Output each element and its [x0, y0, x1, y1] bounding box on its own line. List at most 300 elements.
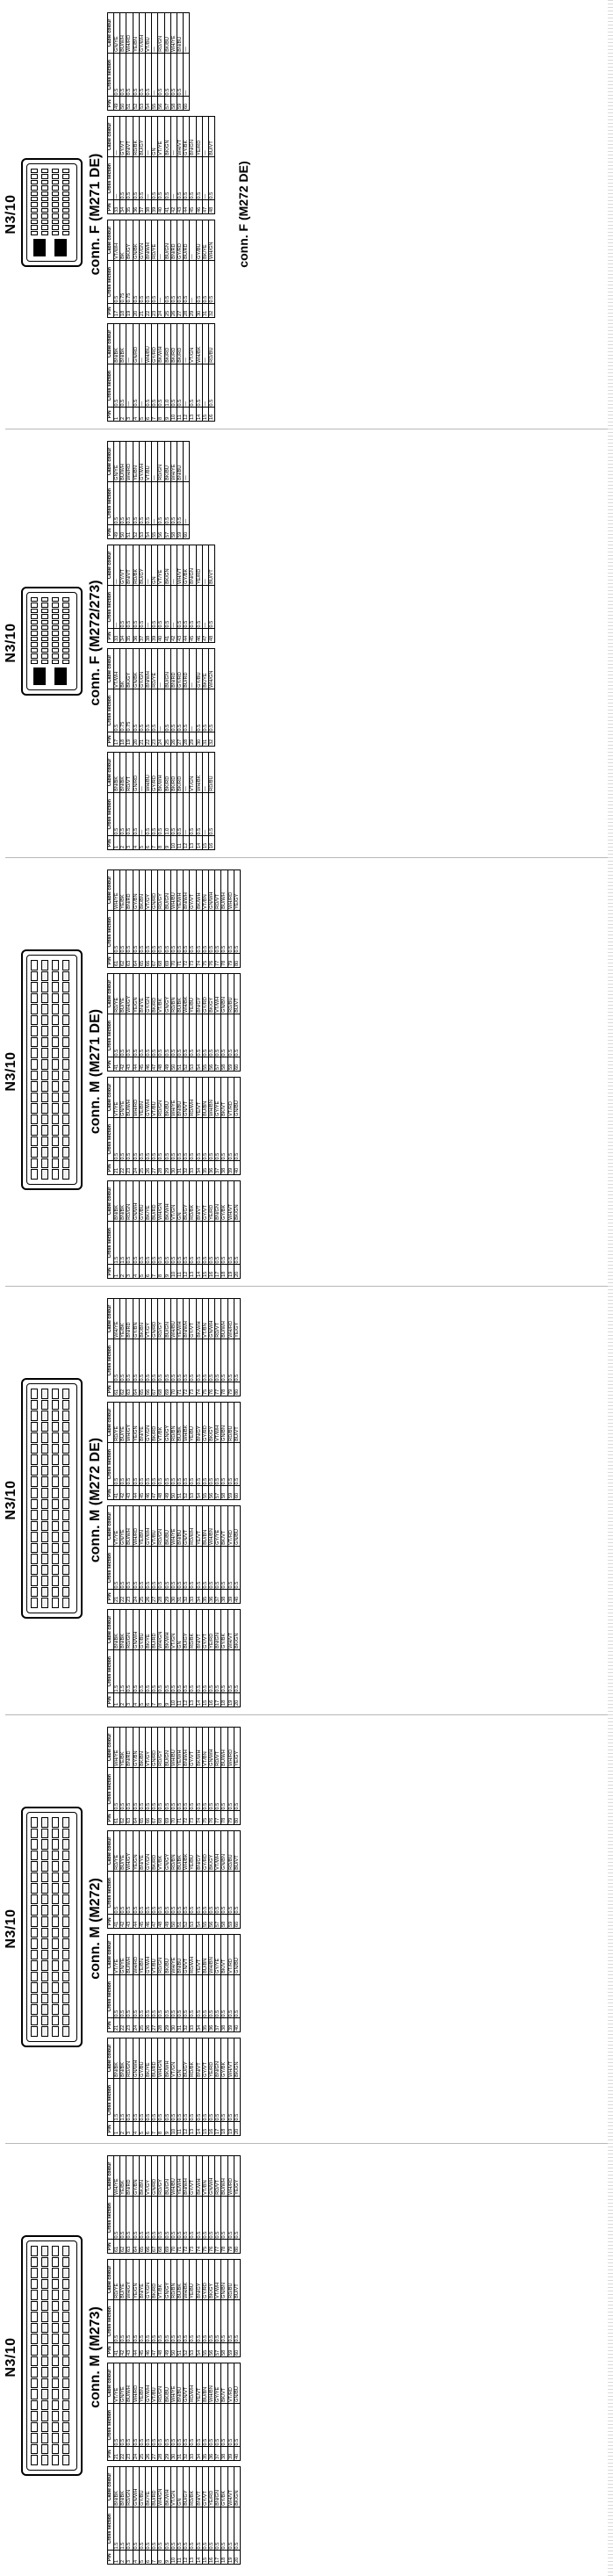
column-header: Cross section: [108, 481, 114, 525]
cross-section: 0.5: [164, 1339, 170, 1382]
connector-pin: [31, 614, 38, 618]
cable-colour: WH/YE: [114, 2156, 120, 2197]
cable-colour: BN/WH: [184, 2156, 190, 2197]
connector-pin: [52, 2422, 59, 2433]
table-header-row: [108, 13, 114, 111]
table-row: [158, 649, 164, 747]
table-row: [202, 1078, 208, 1175]
connector-pin: [52, 1158, 59, 1169]
pin-number: 75: [202, 954, 208, 968]
cross-section: 0.5: [152, 910, 158, 954]
table-row: [196, 2363, 202, 2461]
cross-section: 0.5: [133, 689, 139, 732]
table-row: [146, 753, 152, 850]
table-row: [146, 1403, 152, 1500]
column-header: PIN: [108, 1161, 114, 1175]
cross-section: 0.5: [133, 792, 139, 836]
cable-colour: GN/GY: [164, 2260, 170, 2300]
cable-colour: YE/BN: [139, 1935, 145, 1975]
connector-pin: [52, 213, 59, 218]
pin-number: 55: [202, 1486, 208, 1500]
cross-section: —: [184, 792, 190, 836]
pin-number: 14: [196, 836, 202, 850]
cross-section: 0.5: [139, 481, 145, 525]
component-code: N3/10: [4, 1480, 18, 1520]
cross-section: 0.5: [209, 585, 215, 629]
cross-section: 0.5: [158, 1442, 164, 1486]
cross-section: 1.0: [164, 792, 170, 836]
cross-section: 0.5: [133, 2403, 139, 2447]
table-row: [152, 220, 158, 318]
cross-section: 0.5: [146, 1546, 152, 1590]
connector-pin: [31, 1125, 38, 1136]
cable-colour: VT/WH: [215, 2260, 221, 2300]
connector-pin: [41, 2026, 48, 2037]
cable-colour: YE/BU: [190, 974, 196, 1014]
table-row: [177, 649, 184, 747]
cable-colour: BU/WH: [221, 1299, 227, 1339]
cable-colour: BN/RD: [126, 2156, 133, 2197]
table-row: [221, 1831, 227, 1929]
table-row: [114, 1506, 120, 1604]
pin-number: 76: [209, 2240, 215, 2254]
table-row: [114, 1831, 120, 1929]
connector-pin: [52, 597, 59, 602]
table-row: [126, 2363, 133, 2461]
table-row: [120, 649, 126, 747]
cross-section: 0.5: [196, 1649, 202, 1693]
cross-section: 0.5: [158, 2299, 164, 2343]
table-row: [184, 2363, 190, 2461]
table-row: [158, 870, 164, 968]
connector-pin: [62, 197, 69, 201]
cable-colour: GY/RD: [202, 2260, 208, 2300]
cable-colour: BK/WH: [196, 1728, 202, 1768]
cross-section: 0.5: [126, 53, 133, 97]
connector-pin: [31, 2378, 38, 2389]
cross-section: —: [202, 156, 208, 200]
cross-section: 0.5: [184, 1014, 190, 1057]
cable-colour: GY/BU: [139, 2038, 145, 2079]
connector-pin: [41, 2268, 48, 2278]
pin-number: 50: [120, 525, 126, 539]
connector-pin: [31, 637, 38, 641]
table-row: [234, 1831, 240, 1929]
connector-pin: [31, 2026, 38, 2037]
cross-section: 0.5: [164, 481, 170, 525]
cable-colour: RD/BK: [190, 2038, 196, 2079]
table-row: [196, 1078, 202, 1175]
cable-colour: VT/RD: [227, 2363, 234, 2404]
cable-colour: BU/GY: [184, 2467, 190, 2507]
cross-section: 0.5: [133, 2299, 139, 2343]
connector-pin: [41, 2411, 48, 2421]
connector-pin: [62, 2444, 69, 2455]
table-row: [196, 974, 202, 1072]
cross-section: 0.5: [146, 364, 152, 408]
cable-colour: GY/YE: [215, 2363, 221, 2404]
cross-section: 0.5: [196, 585, 202, 629]
cable-colour: WH/BU: [170, 1299, 177, 1339]
cable-colour: GN/VT: [184, 1935, 190, 1975]
cable-colour: GN/YE: [120, 1506, 126, 1547]
pin-number: 50: [170, 1486, 177, 1500]
cross-section: 0.5: [170, 1546, 177, 1590]
pin-row: [31, 169, 38, 235]
cross-section: 0.5: [139, 2403, 145, 2447]
table-row: [202, 1506, 208, 1604]
pin-number: 60: [184, 525, 190, 539]
table-row: [209, 2260, 215, 2357]
table-row: [170, 1181, 177, 1279]
connector-title: conn. M (M271 DE): [88, 1008, 103, 1135]
cross-section: 0.5: [158, 1221, 164, 1265]
section-divider: [5, 857, 608, 858]
cable-colour: BK/BN: [139, 870, 145, 911]
pin-number: 38: [221, 1161, 227, 1175]
pin-number: 41: [114, 1486, 120, 1500]
connector-pin: [31, 1817, 38, 1828]
pin-number: 25: [164, 732, 170, 747]
cross-section: 0.5: [190, 156, 196, 200]
cross-section: 0.5: [234, 1974, 240, 2018]
table-row: [126, 649, 133, 747]
cross-section: 0.5: [152, 260, 158, 304]
pin-number: 51: [177, 1057, 184, 1072]
column-header: PIN: [108, 629, 114, 643]
connector-pin: [31, 1004, 38, 1014]
table-row: [184, 1831, 190, 1929]
table-row: [152, 545, 158, 643]
cable-colour: VT/BK: [158, 1403, 164, 1443]
connector-pin: [41, 620, 48, 624]
cable-colour: BU/BN: [202, 2363, 208, 2404]
connector-pin: [62, 2345, 69, 2356]
pin-number: 9: [164, 2551, 170, 2565]
connector-pin: [41, 2290, 48, 2300]
cross-section: 0.5: [184, 1221, 190, 1265]
cable-colour: VT/BU: [152, 1506, 158, 1547]
cross-section: 0.5: [190, 1014, 196, 1057]
cross-section: 0.5: [126, 2078, 133, 2122]
pinout-table: [107, 752, 215, 850]
connector-pin: [52, 1576, 59, 1586]
connector-pin: [62, 1444, 69, 1454]
pin-number: 68: [158, 2240, 164, 2254]
pin-row: [31, 2246, 38, 2465]
pin-row: [52, 960, 59, 1180]
connector-pin: [31, 660, 38, 664]
connector-pin: [31, 620, 38, 624]
table-row: [170, 974, 177, 1072]
pin-number: 5: [139, 408, 145, 422]
cable-colour: BU/RD: [184, 649, 190, 689]
pin-number: 26: [146, 2447, 152, 2461]
cable-colour: YE/VT: [196, 2363, 202, 2404]
connector-pin: [52, 1883, 59, 1894]
pin-row: [31, 960, 38, 1180]
pin-number: 65: [139, 1382, 145, 1396]
table-row: [139, 974, 145, 1072]
cable-colour: BN/WH: [146, 220, 152, 261]
table-header-row: [108, 1610, 114, 1707]
cross-section: 0.5: [202, 1339, 208, 1382]
pin-number: 22: [146, 304, 152, 318]
connector-pin: [31, 1554, 38, 1564]
cable-colour: BN/BU: [177, 1935, 184, 1975]
table-row: [196, 1610, 202, 1707]
cable-colour: RD/YE: [152, 220, 158, 261]
pin-number: 13: [190, 1693, 196, 1707]
connector-pin: [41, 614, 48, 618]
table-header-row: [108, 1181, 114, 1279]
table-row: [152, 13, 158, 111]
connector-pin: [31, 185, 38, 190]
pin-number: 32: [184, 2447, 190, 2461]
connector-pin: [62, 1081, 69, 1092]
pin-number: 22: [120, 2447, 126, 2461]
cable-colour: GN/RD: [152, 1728, 158, 1768]
cable-colour: BK/YE: [146, 2467, 152, 2507]
cable-colour: RD/GN: [158, 1078, 164, 1118]
cable-colour: VT/YE: [158, 117, 164, 157]
cable-colour: GN/WH: [133, 2038, 139, 2079]
cross-section: 0.5: [184, 585, 190, 629]
cross-section: 0.5: [227, 1221, 234, 1265]
table-row: [227, 1728, 234, 1825]
connector-pin: [41, 1169, 48, 1180]
cross-section: 0.5: [170, 2078, 177, 2122]
table-row: [139, 220, 145, 318]
cross-section: —: [170, 585, 177, 629]
table-row: [190, 1935, 196, 2032]
cross-section: 0.5: [126, 1974, 133, 2018]
pin-number: 53: [190, 1057, 196, 1072]
connector-pin: [62, 1982, 69, 1993]
connector-pin: [52, 603, 59, 607]
cross-section: 0.5: [170, 1974, 177, 2018]
pin-number: 33: [114, 629, 120, 643]
cross-section: 0.5: [184, 1767, 190, 1811]
table-row: [177, 1506, 184, 1604]
table-row: [215, 1728, 221, 1825]
cross-section: 0.5: [177, 260, 184, 304]
table-row: [170, 2260, 177, 2357]
cross-section: 0.5: [133, 1014, 139, 1057]
cable-colour: GY/VT: [202, 1610, 208, 1650]
pin-number: 28: [158, 1590, 164, 1604]
connector-pin: [52, 180, 59, 184]
pin-number: 35: [126, 629, 133, 643]
cross-section: 0.5: [209, 1649, 215, 1693]
connector-pin: [31, 2257, 38, 2268]
pinout-section: [0, 1714, 613, 2143]
table-header-row: [108, 2363, 114, 2461]
column-header: Cable colour: [108, 1935, 114, 1975]
connector-pin: [52, 1432, 59, 1443]
table-row: [126, 1610, 133, 1707]
connector-pin: [41, 208, 48, 213]
table-row: [164, 1299, 170, 1396]
cable-colour: YE/GN: [133, 1831, 139, 1872]
cable-colour: WH/GN: [158, 1181, 164, 1222]
cable-colour: RD/GY: [158, 2156, 164, 2197]
cable-colour: BN/BK: [114, 324, 120, 364]
pin-number: 38: [146, 629, 152, 643]
table-header-row: [108, 974, 114, 1072]
pinout-table: [107, 545, 215, 643]
cross-section: 0.5: [184, 689, 190, 732]
connector-pin: [41, 1093, 48, 1103]
pin-number: 40: [234, 1590, 240, 1604]
table-row: [190, 2038, 196, 2136]
cable-colour: BU/GN: [164, 1299, 170, 1339]
cable-colour: VT/YE: [114, 1506, 120, 1547]
cable-colour: WH/RD: [126, 442, 133, 482]
pin-number: 44: [184, 629, 190, 643]
table-row: [152, 442, 158, 539]
connector-pin: [62, 213, 69, 218]
cross-section: 0.5: [190, 1221, 196, 1265]
pin-number: 26: [146, 1161, 152, 1175]
cable-colour: YE/BU: [190, 1403, 196, 1443]
cable-colour: —: [158, 220, 164, 261]
cable-colour: GN/WH: [209, 1728, 215, 1768]
cross-section: —: [190, 689, 196, 732]
cross-section: 0.5: [190, 1339, 196, 1382]
connector-pin: [52, 1894, 59, 1905]
pin-number: 16: [209, 1693, 215, 1707]
pin-number: 65: [139, 2240, 145, 2254]
table-row: [120, 2038, 126, 2136]
cross-section: 0.5: [126, 1546, 133, 1590]
pin-number: 79: [227, 2240, 234, 2254]
table-row: [190, 2156, 196, 2254]
pin-number: 15: [202, 2122, 208, 2136]
table-row: [120, 2467, 126, 2565]
table-row: [164, 220, 170, 318]
cable-colour: BN/BK: [120, 753, 126, 793]
cross-section: 1.5: [114, 2078, 120, 2122]
cross-section: 0.5: [177, 364, 184, 408]
pin-number: 62: [120, 954, 126, 968]
cross-section: 0.5: [202, 689, 208, 732]
connector-pin: [62, 2279, 69, 2290]
table-row: [133, 1935, 139, 2032]
pin-number: 26: [170, 304, 177, 318]
table-row: [139, 2038, 145, 2136]
table-row: [209, 649, 215, 747]
cross-section: 0.5: [126, 156, 133, 200]
table-row: [234, 870, 240, 968]
table-row: [227, 870, 234, 968]
cross-section: 0.5: [139, 1974, 145, 2018]
cable-colour: BU/BN: [202, 1935, 208, 1975]
connector-pin: [52, 1565, 59, 1576]
table-header-row: [108, 1299, 114, 1396]
table-row: [184, 1078, 190, 1175]
connector-pin: [52, 202, 59, 206]
cable-colour: GN/WH: [133, 1181, 139, 1222]
pin-number: 34: [196, 1590, 202, 1604]
table-row: [215, 974, 221, 1072]
cable-colour: VT/WH: [215, 1831, 221, 1872]
connector-pin: [41, 1422, 48, 1432]
table-row: [114, 442, 120, 539]
cross-section: 0.5: [120, 2403, 126, 2447]
connector-pin: [41, 1466, 48, 1476]
table-row: [139, 1506, 145, 1604]
table-row: [215, 1078, 221, 1175]
connector-pin: [52, 1071, 59, 1081]
cable-colour: BK/GY: [209, 1831, 215, 1872]
pin-number: 75: [202, 1382, 208, 1396]
cross-section: 0.5: [177, 1767, 184, 1811]
cable-colour: BK/YE: [202, 649, 208, 689]
table-row: [133, 13, 139, 111]
connector-pin: [41, 1960, 48, 1971]
cross-section: 0.5: [114, 1339, 120, 1382]
pin-number: 70: [170, 1382, 177, 1396]
pin-number: 4: [133, 1693, 139, 1707]
pin-number: 31: [202, 304, 208, 318]
table-row: [177, 2260, 184, 2357]
pin-number: 60: [234, 2343, 240, 2357]
table-row: [209, 1078, 215, 1175]
pin-number: 10: [170, 1265, 177, 1279]
connector-pin: [31, 609, 38, 613]
pin-number: 68: [158, 1382, 164, 1396]
pin-row: [31, 1389, 38, 1608]
column-header: Cross section: [108, 2403, 114, 2447]
pin-number: 3: [126, 2551, 133, 2565]
table-row: [221, 2260, 227, 2357]
cable-colour: YE/RD: [209, 2038, 215, 2079]
pin-number: 49: [114, 525, 120, 539]
connector-diagram: [21, 1378, 83, 1619]
connector-pin: [41, 2323, 48, 2334]
cross-section: 0.5: [184, 1871, 190, 1915]
pin-number: 33: [190, 2447, 196, 2461]
connector-pin: [31, 1389, 38, 1399]
cable-colour: —: [126, 324, 133, 364]
cable-colour: GY/RD: [202, 1831, 208, 1872]
cross-section: 0.5: [196, 2299, 202, 2343]
pin-number: 47: [152, 1915, 158, 1929]
pin-number: 36: [209, 2447, 215, 2461]
cross-section: 0.5: [234, 1014, 240, 1057]
table-row: [133, 1610, 139, 1707]
cross-section: 0.5: [221, 1871, 227, 1915]
cross-section: 0.5: [114, 1442, 120, 1486]
connector-pin: [31, 208, 38, 213]
pin-number: 9: [164, 408, 170, 422]
pinout-table: [107, 1934, 241, 2032]
pin-number: 45: [139, 1057, 145, 1072]
cable-colour: YE/RD: [209, 1181, 215, 1222]
table-row: [221, 2363, 227, 2461]
table-row: [133, 974, 139, 1072]
table-row: [146, 442, 152, 539]
cable-colour: WH/GN: [158, 2038, 164, 2079]
pin-row: [62, 1389, 69, 1608]
connector-pin: [62, 2455, 69, 2465]
table-row: [126, 1831, 133, 1929]
connector-pin: [31, 1894, 38, 1905]
cable-colour: RD/GY: [158, 1299, 164, 1339]
cross-section: 0.5: [196, 689, 202, 732]
column-header: Cross section: [108, 53, 114, 97]
